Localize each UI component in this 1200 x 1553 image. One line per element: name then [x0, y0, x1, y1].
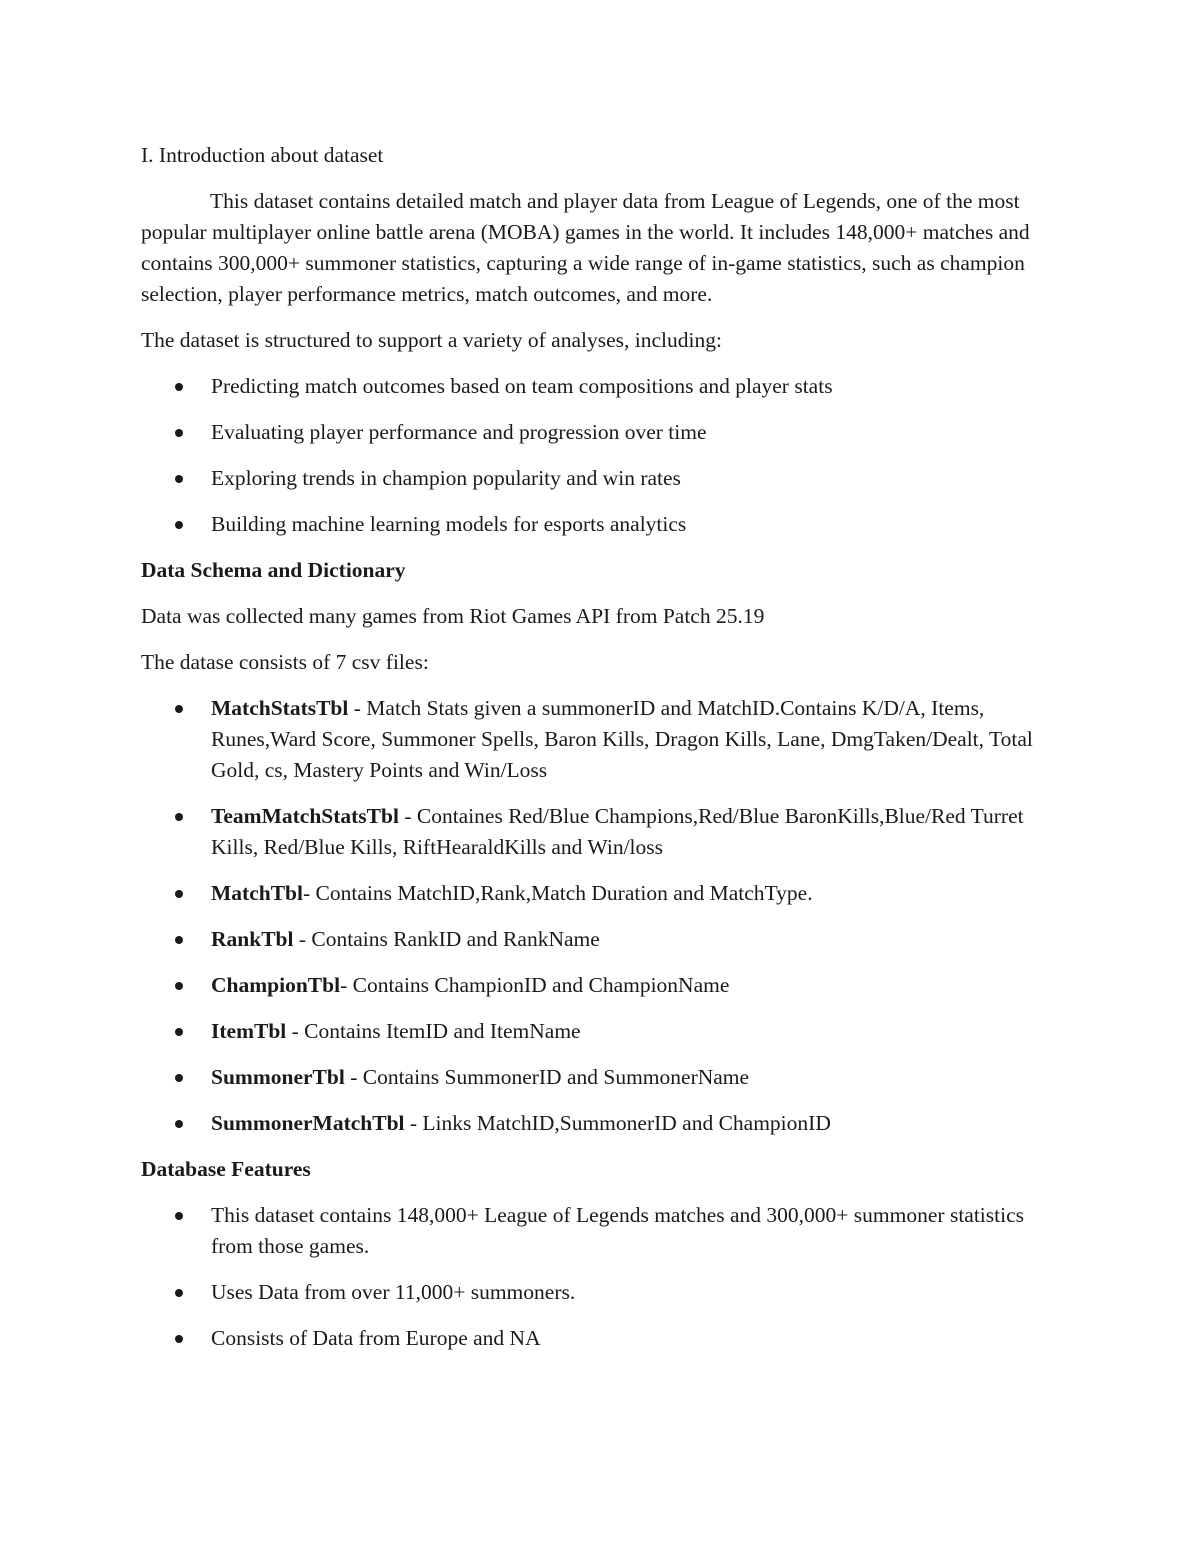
list-item-text: This dataset contains 148,000+ League of Legends matches and 300,000+ summoner statistics from those games. [211, 1203, 1025, 1258]
list-item [141, 970, 1071, 1001]
table-desc: - Contains MatchID,Rank,Match Duration and MatchType. [302, 881, 813, 905]
table-desc: - Containes Red/Blue Champions,Red/Blue BaronKills,Blue/Red Turret Kills, Red/Blue Kills, RiftHearaldKills and Win/loss [211, 804, 1024, 859]
bullet-icon [175, 1120, 183, 1128]
schema-files-intro: The datase consists of 7 csv files: [141, 650, 429, 674]
list-item [141, 801, 1071, 863]
table-name: SummonerTbl [211, 1065, 345, 1089]
table-desc: - Match Stats given a summonerID and MatchID.Contains K/D/A, Items, Runes,Ward Score, Summoner Spells, Baron Kills, Dragon Kills, Lane, DmgTaken/Dealt, Total Gold, cs, Mastery Points and Win/Loss [211, 696, 1033, 782]
table-desc: - Contains SummonerID and SummonerName [344, 1065, 750, 1089]
list-item [141, 924, 1071, 955]
table-name: ChampionTbl [211, 973, 341, 997]
bullet-icon [175, 705, 183, 713]
bullet-icon [175, 936, 183, 944]
list-item-text: Evaluating player performance and progression over time [211, 420, 707, 444]
table-desc: - Links MatchID,SummonerID and ChampionID [404, 1111, 831, 1135]
list-item [141, 693, 1071, 786]
table-name: MatchTbl [211, 881, 303, 905]
bullet-icon [175, 429, 183, 437]
list-item [141, 371, 1071, 402]
table-name: ItemTbl [211, 1019, 287, 1043]
list-item [141, 1323, 1071, 1354]
bullet-icon [175, 813, 183, 821]
bullet-icon [175, 475, 183, 483]
list-item-text: Uses Data from over 11,000+ summoners. [211, 1280, 576, 1304]
list-item [141, 1108, 1071, 1139]
analyses-intro: The dataset is structured to support a variety of analyses, including: [141, 328, 722, 352]
list-item-text: Exploring trends in champion popularity and win rates [211, 466, 681, 490]
bullet-icon [175, 1074, 183, 1082]
features-heading: Database Features [141, 1157, 311, 1181]
table-desc: - Contains ChampionID and ChampionName [340, 973, 730, 997]
bullet-icon [175, 1028, 183, 1036]
bullet-icon [175, 521, 183, 529]
list-item-text: Predicting match outcomes based on team compositions and player stats [211, 374, 833, 398]
table-name: RankTbl [211, 927, 294, 951]
features-list [141, 1200, 1071, 1354]
list-item [141, 417, 1071, 448]
list-item [141, 463, 1071, 494]
intro-heading: I. Introduction about dataset [141, 143, 384, 167]
bullet-icon [175, 1335, 183, 1343]
bullet-icon [175, 383, 183, 391]
bullet-icon [175, 1289, 183, 1297]
document-page [141, 140, 1071, 1354]
bullet-icon [175, 1212, 183, 1220]
list-item-text: Building machine learning models for esports analytics [211, 512, 687, 536]
table-name: SummonerMatchTbl [211, 1111, 405, 1135]
schema-heading: Data Schema and Dictionary [141, 558, 406, 582]
list-item [141, 878, 1071, 909]
list-item [141, 1200, 1071, 1262]
list-item [141, 1277, 1071, 1308]
list-item-text: Consists of Data from Europe and NA [211, 1326, 541, 1350]
list-item [141, 1062, 1071, 1093]
table-desc: - Contains ItemID and ItemName [286, 1019, 581, 1043]
tables-list [141, 693, 1071, 1139]
analyses-list [141, 371, 1071, 540]
schema-collected: Data was collected many games from Riot Games API from Patch 25.19 [141, 604, 765, 628]
list-item [141, 509, 1071, 540]
table-name: TeamMatchStatsTbl [211, 804, 399, 828]
bullet-icon [175, 890, 183, 898]
table-name: MatchStatsTbl [211, 696, 349, 720]
intro-paragraph: This dataset contains detailed match and player data from League of Legends, one of the most popular multiplayer online battle arena (MOBA) games in the world. It includes 148,000+ matches and contains 300,000+ summoner statistics, capturing a wide range of in-game statistics, such as champion selection, player performance metrics, match outcomes, and more. [141, 189, 1030, 306]
table-desc: - Contains RankID and RankName [293, 927, 600, 951]
bullet-icon [175, 982, 183, 990]
list-item [141, 1016, 1071, 1047]
